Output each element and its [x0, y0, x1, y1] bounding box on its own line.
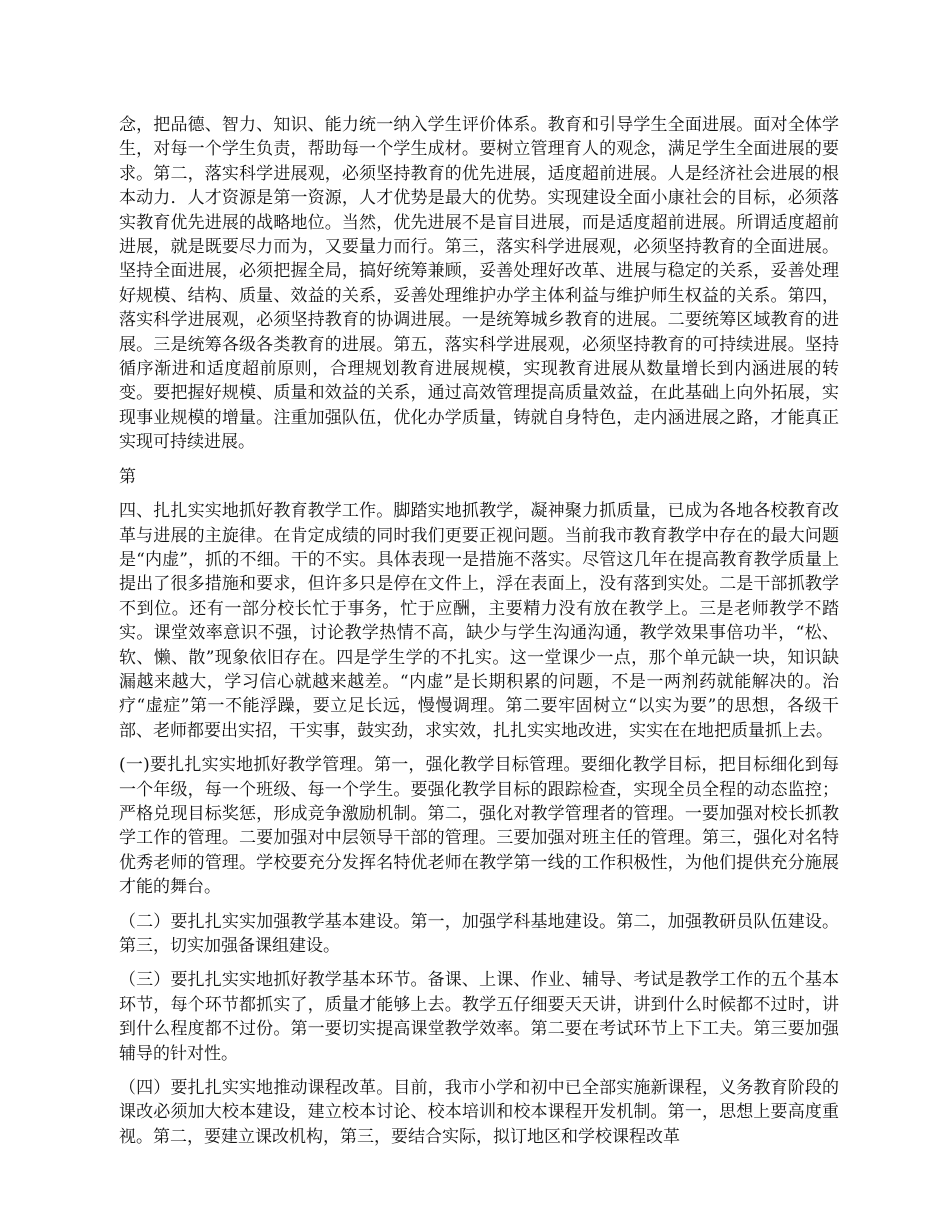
paragraph-fragment-di: 第: [119, 466, 136, 487]
paragraph-evaluation-system: 念，把品德、智力、知识、能力统一纳入学生评价体系。教育和引导学生全面进展。面对全体学生，对每一个学生负责，帮助每一个学生成材。要树立管理育人的观念，满足学生全面进展的要求。第二，落实科学进展观，必须坚持教育的优先进展，适度超前进展。人是经济社会进展的根本动力．人才资源是第一资源，人才优势是最大的优势。实现建设全面小康社会的目标，必须落实教育优先进展的战略地位。当然，优先进展不是盲目进展，而是适度超前进展。所谓适度超前进展，就是既要尽力而为，又要量力而行。第三，落实科学进展观，必须坚持教育的全面进展。坚持全面进展，必须把握全局，搞好统筹兼顾，妥善处理好改革、进展与稳定的关系，妥善处理好规模、结构、质量、效益的关系，妥善处理维护办学主体利益与维护师生权益的关系。第四，落实科学进展观，必须坚持教育的协调进展。一是统筹城乡教育的进展。二要统筹区域教育的进展。三是统筹各级各类教育的进展。第五，落实科学进展观，必须坚持教育的可持续进展。坚持循序渐进和适度超前原则，合理规划教育进展规模，实现教育进展从数量增长到内涵进展的转变。要把握好规模、质量和效益的关系，通过高效管理提高质量效益，在此基础上向外拓展，实现事业规模的增量。注重加强队伍，优化办学质量，铸就自身特色，走内涵进展之路，才能真正实现可持续进展。: [119, 115, 839, 453]
paragraph-basic-construction: （二）要扎扎实实加强教学基本建设。第一，加强学科基地建设。第二，加强教研员队伍建设。第三，切实加强备课组建设。: [119, 911, 839, 956]
paragraph-basic-links: （三）要扎扎实实地抓好教学基本环节。备课、上课、作业、辅导、考试是教学工作的五个基本环节，每个环节都抓实了，质量才能够上去。教学五仔细要天天讲，讲到什么时候都不过时，讲到什么程度都不过份。第一要切实提高课堂教学效率。第二要在考试环节上下工夫。第三要加强辅导的针对性。: [119, 970, 839, 1064]
paragraph-teaching-work: 四、扎扎实实地抓好教育教学工作。脚踏实地抓教学，凝神聚力抓质量，已成为各地各校教育改革与进展的主旋律。在肯定成绩的同时我们更要正视问题。当前我市教育教学中存在的最大问题是“内虚”，抓的不细。干的不实。具体表现一是措施不落实。尽管这几年在提高教育教学质量上提出了很多措施和要求，但许多只是停在文件上，浮在表面上，没有落到实处。二是干部抓教学不到位。还有一部分校长忙于事务，忙于应酬，主要精力没有放在教学上。三是老师教学不踏实。课堂效率意识不强，讨论教学热情不高，缺少与学生沟通沟通，教学效果事倍功半，“松、软、懒、散”现象依旧存在。四是学生学的不扎实。这一堂课少一点，那个单元缺一块，知识缺漏越来越大，学习信心就越来越差。“内虚”是长期积累的问题，不是一两剂药就能解决的。治疗“虚症”第一不能浮躁，要立足长远，慢慢调理。第二要牢固树立“以实为要”的思想，各级干部、老师都要出实招，干实事，鼓实劲，求实效，扎扎实实地改进，实实在在地把质量抓上去。: [119, 501, 839, 741]
paragraph-teaching-management: (一)要扎扎实实地抓好教学管理。第一，强化教学目标管理。要细化教学目标，把目标细化到每一个年级，每一个班级、每一个学生。要强化教学目标的跟踪检查，实现全员全程的动态监控；严格兑现目标奖惩，形成竞争激励机制。第二，强化对教学管理者的管理。一要加强对校长抓教学工作的管理。二要加强对中层领导干部的管理。三要加强对班主任的管理。第三，强化对名特优秀老师的管理。学校要充分发挥名特优老师在教学第一线的工作积极性，为他们提供充分施展才能的舞台。: [119, 755, 839, 898]
document-body: [119, 113, 839, 1159]
paragraph-curriculum-reform: （四）要扎扎实实地推动课程改革。目前，我市小学和初中已全部实施新课程，义务教育阶段的课改必须加大校本建设，建立校本讨论、校本培训和校本课程开发机制。第一，思想上要高度重视。第二，要建立课改机构，第三，要结合实际，拟订地区和学校课程改革: [119, 1078, 839, 1147]
